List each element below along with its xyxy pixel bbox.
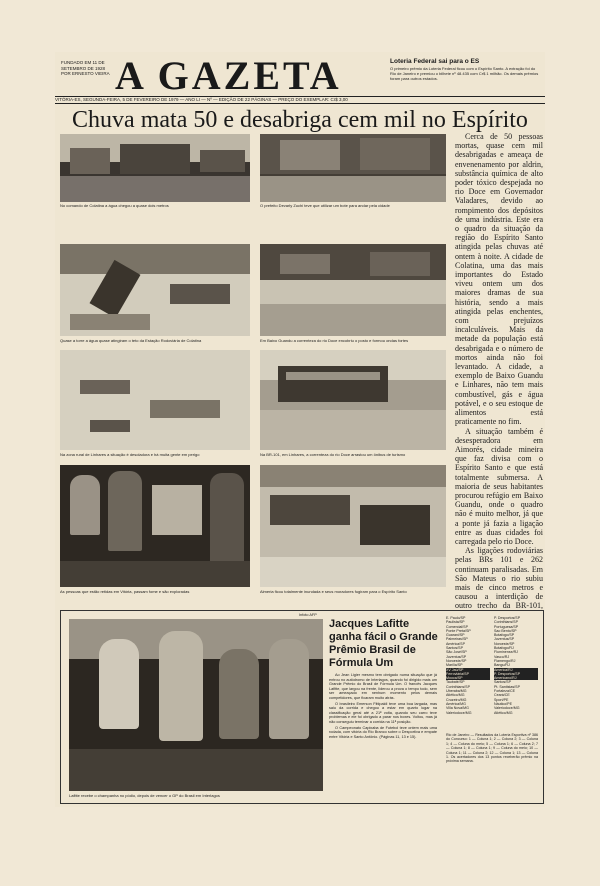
lottery-row: Santos/SP (446, 646, 463, 651)
sports-paragraph-2: O brasileiro Emerson Fittipaldi teve uma boa largada, mas saiu da corrida e chegou a estar em quarto lugar na classificação geral até a 21ª volta, quando seu carro teve problemas e ele foi obrigado a parar nos boxes. Voltou, mas já não conseguiu terminar a corrida na 11ª posição. (329, 701, 437, 724)
caption-photo-4: Em Baixo Guandu a correnteza do rio Doce encobriu o posto e formou ondas fortes (260, 338, 409, 343)
lottery-row: Palmeiras/SP (446, 637, 468, 642)
lottery-row: Corinthians/SP (494, 620, 518, 625)
newspaper-title: A GAZETA (115, 53, 342, 98)
lottery-row: Juventus/SP (494, 637, 515, 642)
lottery-row: Americano/RJ (494, 676, 538, 680)
lottery-row: Uberaba/MG (446, 689, 467, 694)
caption-photo-1: No comando de Colatina a água chegou a quase dois metros (60, 203, 169, 208)
ear-headline: Loteria Federal sai para o ES (390, 58, 480, 65)
lottery-row: XV Jaú/SP (446, 668, 490, 672)
article-paragraph-3: As ligações rodoviárias pelas BRs 101 e 262 continuam paralisadas. Em São Mateus o rio subiu mais de cinco metros e causou a interdição de outro trecho da BR-101, (455, 546, 543, 611)
flood-photo-mayor-boat (260, 134, 446, 202)
lottery-row: Santos/SP (494, 680, 511, 685)
sports-headline: Jacques Lafitte ganha fácil o Grande Prêmio Brasil de Fórmula Um (329, 618, 438, 669)
main-headline: Chuva mata 50 e desabriga cem mil no Espírito (72, 107, 528, 133)
lottery-row: Paulista/SP (446, 620, 465, 625)
lottery-row: E. Paulo/SP (446, 616, 466, 620)
sports-paragraph-3: O Campeonato Capixaba de Futebol teve ontem mais uma rodada, com vitória do Rio Branco sobre o Desportiva e empate entre Vitória e Santo Antônio. (Páginas 11, 13 e 15). (329, 725, 437, 739)
lottery-row: Pt. Santistas/SP (494, 684, 520, 689)
sports-paragraph-1: Ao Jean Ligier mesmo tem obrigado numa situação que já entrou no autódromo de Interlagos, quando foi dirigido mais um Grande Prêmio do Brasil de Fórmula Um. O francês Jacques Lafitte, que largou na frente, liderou a prova o tempo todo, sem ser ameaçado em nenhum momento pelos demais competidores, que ficaram muito atrás. (329, 673, 437, 700)
caption-photo-8: Almeria ficou totalmente inundada e seus moradores fugiram para o Espírito Santo (260, 589, 407, 594)
lottery-row: P. Desportos/SP (494, 616, 521, 620)
lottery-row: Ceará/CE (494, 693, 510, 698)
article-paragraph-1: Cerca de 50 pessoas mortas, quase cem mil desabrigadas e ameaça de envenenamento por aldrin, substância química de alto poder tóxico despejada no rio Doce em Governador Valadares, devido ao rompimento dos depósitos de uma indústria. Este era o quadro da situação da região do Espírito Santo atingida pelas chuvas até ontem à noite. A cidade de Colatina, uma das mais importantes do Estado viveu ontem um dos maiores dramas de sua história, sendo a mais atingida pelas enchentes, com prejuízos incalculáveis. Mais da metade da população está desabrigada e o número de mortos ainda não foi levantado. A cidade, a exemplo de Baixo Guandu e Linhares, não tem mais combustível, gás e água potável, e o seu estoque de alimentos está praticamente no fim. (455, 132, 543, 427)
caption-photo-3: Quase a torre a água quase atingiram o teto da Estação Rodoviária de Colatina (60, 338, 202, 343)
lottery-row: Botafogo/SP (494, 633, 515, 638)
lottery-row: Náutico/PE (494, 701, 512, 706)
flood-photo-colatina-street (60, 134, 250, 202)
lottery-row: America/RJ (494, 668, 538, 672)
lottery-row: Mooca/SP (446, 676, 490, 680)
caption-lafitte: Lafitte recebe o champanha no pódio, depois de vencer o GP do Brasil em Interlagos (69, 793, 220, 798)
lottery-row: Villa Nova/MG (446, 706, 469, 711)
caption-photo-5: Na zona rural de Linhares a situação é desoladora e há muita gente em perigo (60, 452, 200, 457)
lottery-row: América/SP (446, 641, 465, 646)
masthead-founding-note: FUNDADO EM 11 DE SETEMBRO DE 1928 POR ERNESTO VIEIRA (61, 60, 110, 76)
lottery-row: P. Desportos/SP (494, 672, 538, 676)
flood-photo-br101-bus (260, 350, 446, 450)
lottery-row: Noroeste/SP (494, 641, 515, 646)
photo-lafitte-podium (69, 619, 323, 791)
article-paragraph-2: A situação também é desesperadora em Aimorés, cidade mineira que faz divisa com o Espírito Santo e que está totalmente submersa. A maioria de seus habitantes procurou refúgio em Baixo Guandu, onde o quadro não é muito melhor, já que a ponte já fazia a ligação entre as duas cidades foi carregada pelo rio Doce. (455, 426, 543, 546)
lottery-row: Sport/PE (494, 697, 509, 702)
lottery-row: Valeriodoce/MG (446, 710, 472, 715)
lottery-row: Corinthians/SP (446, 684, 470, 689)
lottery-row: Vasco/RJ (494, 654, 510, 659)
lottery-row: Fortaleza/CE (494, 689, 515, 694)
lottery-row: Ponte Preta/SP (446, 628, 471, 633)
masthead-ear-box (390, 58, 540, 81)
caption-photo-7: As pessoas que estão retidas em Vitória, passam fome e são exploradas (60, 589, 190, 594)
lottery-row: Ferroviária/SP (446, 672, 490, 676)
lottery-row: Sao Bento/SP (494, 628, 517, 633)
lottery-row: Atlético/MG (446, 693, 465, 698)
caption-photo-6: Na BR-101, em Linhares, a correnteza do rio Doce arrastou um ônibus de turismo (260, 452, 406, 457)
lottery-row: América/MG (446, 701, 466, 706)
masthead (55, 52, 545, 100)
lottery-column-right (494, 616, 538, 715)
lottery-row: Fluminense/RJ (494, 650, 518, 655)
lottery-row: Flamengo/RJ (494, 658, 516, 663)
lottery-row: Marília/SP (446, 663, 463, 668)
lottery-row: Comercial/SP (446, 624, 468, 629)
lottery-row: Bangu/RJ (494, 663, 510, 668)
flood-photo-linhares-rural (60, 350, 250, 450)
lottery-results-table (446, 616, 538, 728)
photo-credit: Infoto AFP (299, 613, 317, 617)
lottery-row: Noroeste/SP (446, 658, 467, 663)
lottery-row: Portuguesa/SP (494, 624, 519, 629)
photo-stranded-people (60, 465, 250, 587)
lottery-row: Guarani/SP (446, 633, 465, 638)
lottery-row: Atlético/MG (494, 710, 513, 715)
flood-photo-baixo-guandu (260, 244, 446, 336)
dateline: VITÓRIA-ES, SEGUNDA-FEIRA, 5 DE FEVEREIRO DE 1979 — ANO LI — Nº — EDIÇÃO DE 22 PÁGINAS — PREÇO DO EXEMPLAR: Cr$ 3,00 (55, 96, 545, 104)
main-article (455, 132, 543, 612)
lottery-row: Taubaté/SP (446, 680, 465, 685)
ear-text: O primeiro prêmio da Loteria Federal ficou com o Espírito Santo. A extração foi do Rio de Janeiro e premiou o bilhete nº 48.435 com Cr$ 1 milhão. Os demais prêmios foram para outros estados. (390, 66, 539, 81)
lottery-column-left (446, 616, 490, 715)
lottery-row: Valeriodoce/MG (494, 706, 520, 711)
lottery-row: Cruzeiro/MG (446, 697, 467, 702)
newspaper-front-page (55, 52, 545, 807)
lottery-row: Botafogo/RJ (494, 646, 514, 651)
flood-photo-bus-station (60, 244, 250, 336)
flood-photo-aimores (260, 465, 446, 587)
lottery-row: São José/SP (446, 650, 467, 655)
lottery-results-text: Rio de Janeiro — Resultados da Loteria Esportiva nº 386 do Concurso: 1 — Coluna 1; 2 — Coluna 2; 3 — Coluna 1; 4 — Coluna do meio; 5 — Coluna 1; 6 — Coluna 2; 7 — Coluna 1; 8 — Coluna 1; 9 — Coluna do meio; 10 — Coluna 1; 11 — Coluna 2; 12 — Coluna 1; 13 — Coluna 1. Os acertadores dos 13 pontos receberão prêmio na próxima semana. (446, 733, 538, 764)
sports-article (329, 673, 437, 798)
lottery-row: Juventus/SP (446, 654, 467, 659)
caption-photo-2: O prefeito Devarly Zuchi teve que utilizar um bote para andar pela cidade (260, 203, 390, 208)
sports-box (60, 610, 544, 804)
